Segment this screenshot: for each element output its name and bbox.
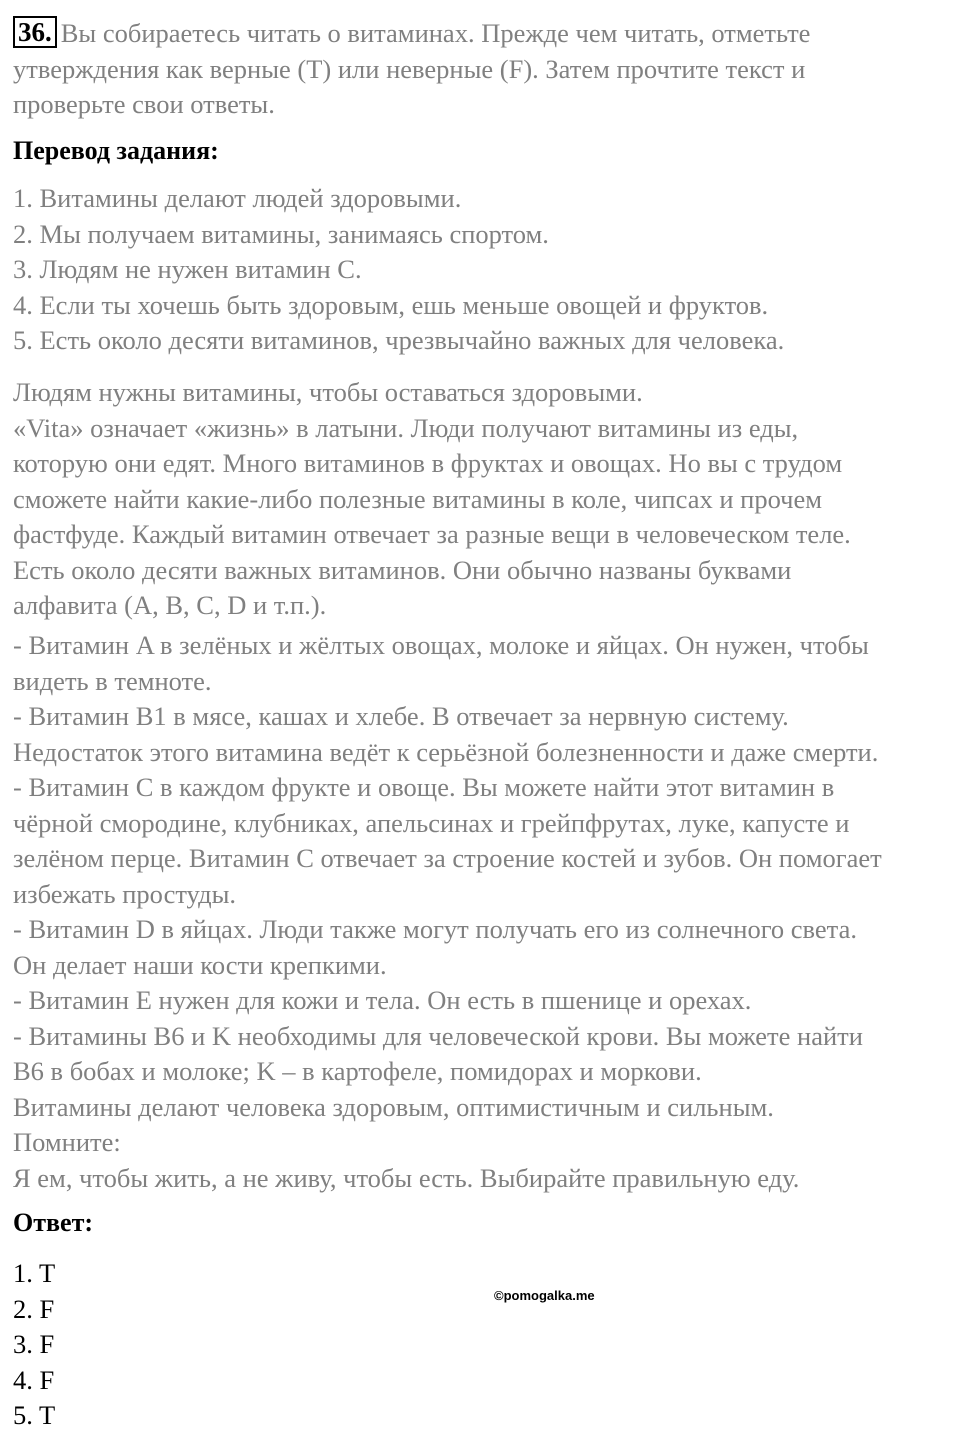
answer-item: 1. T bbox=[13, 1258, 56, 1288]
answer-item: 3. F bbox=[13, 1329, 55, 1359]
text-line: - Витамин C в каждом фрукте и овоще. Вы можете найти этот витамин в bbox=[13, 772, 835, 802]
text-line: - Витамин E нужен для кожи и тела. Он есть в пшенице и орехах. bbox=[13, 985, 752, 1015]
text-line: чёрной смородине, клубниках, апельсинах и грейпфрутах, луке, капусте и bbox=[13, 807, 850, 838]
translation-heading: Перевод задания: bbox=[13, 136, 219, 165]
text-vitamins bbox=[13, 628, 958, 1196]
text-intro bbox=[13, 375, 958, 624]
text-line: Помните: bbox=[13, 1127, 121, 1157]
text-line: которую они едят. Много витаминов в фруктах и овощах. Но вы с трудом bbox=[13, 448, 843, 478]
text-line: алфавита (A, B, C, D и т.п.). bbox=[13, 590, 327, 620]
statements-list bbox=[13, 181, 958, 359]
text-line: Я ем, чтобы жить, а не живу, чтобы есть. Выбирайте правильную еду. bbox=[13, 1162, 800, 1193]
task-instruction-line-1: 36. Вы собираетесь читать о витаминах. Прежде чем читать, отметьте bbox=[13, 16, 958, 52]
text-line: зелёном перце. Витамин C отвечает за строение костей и зубов. Он помогает bbox=[13, 843, 882, 873]
text-line: Недостаток этого витамина ведёт к серьёзной болезненности и даже смерти. bbox=[13, 736, 879, 767]
text-line: Витамины делают человека здоровым, оптимистичным и сильным. bbox=[13, 1091, 774, 1122]
text-line: - Витамин D в яйцах. Люди также могут получать его из солнечного света. bbox=[13, 914, 857, 944]
task-instruction bbox=[13, 16, 958, 123]
text-line: Людям нужны витамины, чтобы оставаться здоровыми. bbox=[13, 377, 643, 407]
text-line: - Витамин B1 в мясе, кашах и хлебе. В отвечает за нервную систему. bbox=[13, 701, 789, 731]
task-instruction-line-3: проверьте свои ответы. bbox=[13, 89, 275, 119]
answer-item: 4. F bbox=[13, 1364, 55, 1395]
text-line: избежать простуды. bbox=[13, 878, 237, 909]
statement-item: 2. Мы получаем витамины, занимаясь спортом. bbox=[13, 218, 549, 249]
statement-item: 4. Если ты хочешь быть здоровым, ешь меньше овощей и фруктов. bbox=[13, 289, 769, 320]
answer-heading: Ответ: bbox=[13, 1208, 94, 1237]
watermark: ©pomogalka.me bbox=[494, 1288, 595, 1303]
text-line: B6 в бобах и молоке; K – в картофеле, помидорах и моркови. bbox=[13, 1056, 702, 1086]
text-line: - Витамины B6 и K необходимы для человеческой крови. Вы можете найти bbox=[13, 1020, 863, 1051]
text-line: - Витамин A в зелёных и жёлтых овощах, молоке и яйцах. Он нужен, чтобы bbox=[13, 630, 869, 660]
answers-list bbox=[13, 1256, 958, 1434]
text-line: сможете найти какие-либо полезные витамины в коле, чипсах и прочем bbox=[13, 483, 823, 514]
answer-item: 5. T bbox=[13, 1400, 56, 1430]
statement-item: 5. Есть около десяти витаминов, чрезвычайно важных для человека. bbox=[13, 325, 785, 355]
statement-item: 3. Людям не нужен витамин C. bbox=[13, 254, 362, 284]
text-line: Он делает наши кости крепкими. bbox=[13, 949, 387, 980]
text-line: Есть около десяти важных витаминов. Они обычно названы буквами bbox=[13, 554, 792, 585]
task-instruction-line-2: утверждения как верные (T) или неверные (F). Затем прочтите текст и bbox=[13, 53, 806, 84]
answer-item: 2. F bbox=[13, 1293, 55, 1324]
text-line: видеть в темноте. bbox=[13, 665, 212, 696]
text-line: «Vita» означает «жизнь» в латыни. Люди получают витамины из еды, bbox=[13, 412, 799, 443]
text-line: фастфуде. Каждый витамин отвечает за разные вещи в человеческом теле. bbox=[13, 519, 851, 549]
task-number: 36. bbox=[13, 16, 57, 48]
statement-item: 1. Витамины делают людей здоровыми. bbox=[13, 183, 462, 213]
